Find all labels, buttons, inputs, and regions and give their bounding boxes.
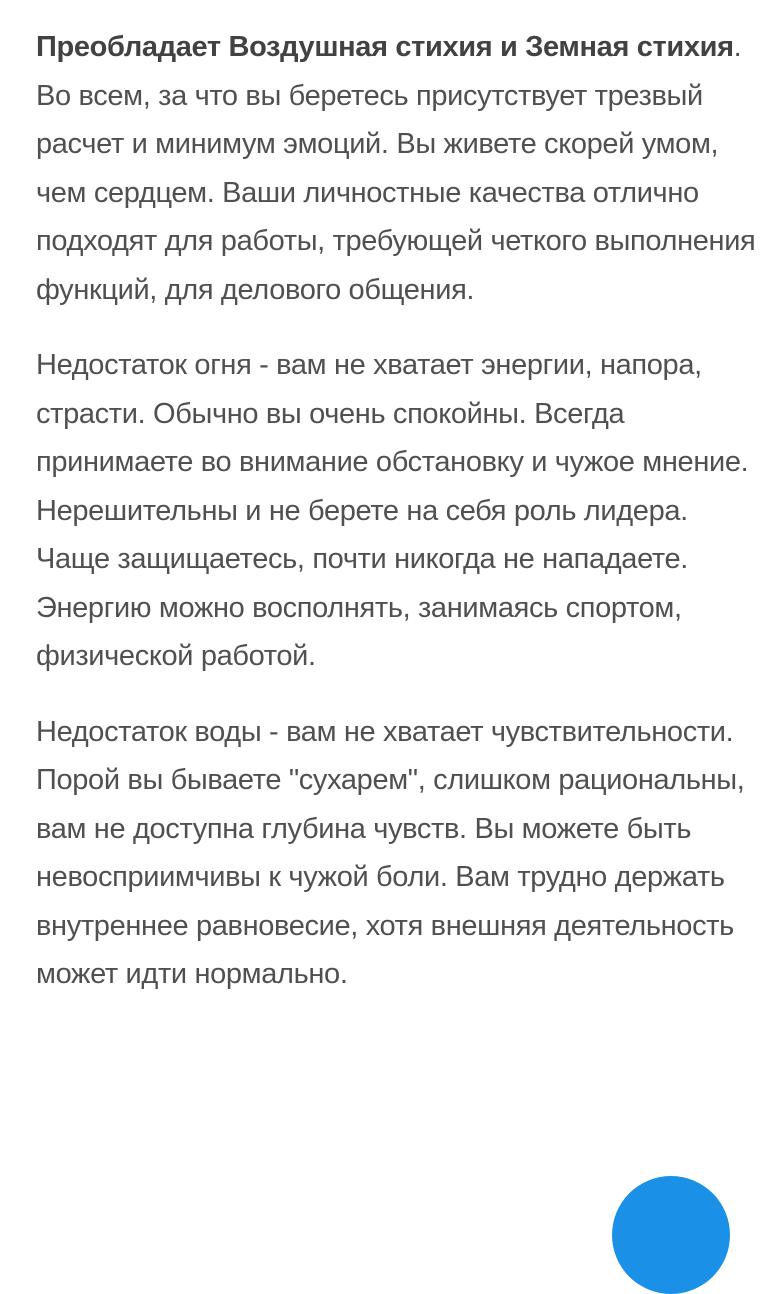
paragraph-air-earth xyxy=(36,23,758,314)
floating-action-button[interactable] xyxy=(612,1176,730,1294)
paragraph-fire-lack: Недостаток огня - вам не хватает энергии, напора, страсти. Обычно вы очень спокойны. Всегда принимаете во внимание обстановку и чужое мнение. Нерешительны и не берете на себя роль лидера. Чаще защищаетесь, почти никогда не нападаете. Энергию можно восполнять, занимаясь спортом, физической работой. xyxy=(36,349,749,672)
paragraph-bold-lead: Преобладает Воздушная стихия и Земная стихия xyxy=(36,31,734,63)
article-body xyxy=(36,23,758,1026)
paragraph-text: . Во всем, за что вы беретесь присутствует трезвый расчет и минимум эмоций. Вы живете скорей умом, чем сердцем. Ваши личностные качества отлично подходят для работы, требующей четкого выполнения функций, для делового общения. xyxy=(36,31,756,306)
paragraph-water-lack: Недостаток воды - вам не хватает чувствительности. Порой вы бываете "сухарем", слишком рациональны, вам не доступна глубина чувств. Вы можете быть невосприимчивы к чужой боли. Вам трудно держать внутреннее равновесие, хотя внешняя деятельность может идти нормально. xyxy=(36,715,745,990)
